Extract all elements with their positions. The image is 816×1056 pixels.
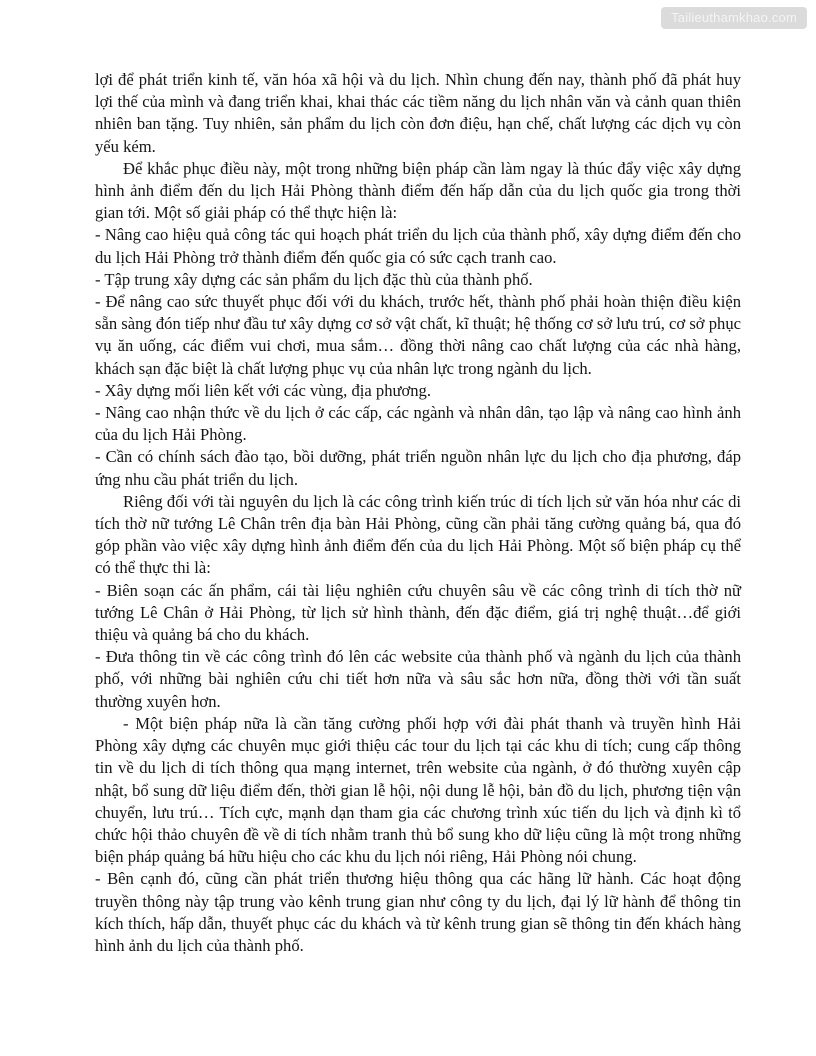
paragraph: - Để nâng cao sức thuyết phục đối với du khách, trước hết, thành phố phải hoàn thiện điều kiện sẵn sàng đón tiếp như đầu tư xây dựng cơ sở vật chất, kĩ thuật; hệ thống cơ sở lưu trú, cơ sở phục vụ ăn uống, các điểm vui chơi, mua sắm… đồng thời nâng cao chất lượng của các nhà hàng, khách sạn đặc biệt là chất lượng phục vụ của nhân lực trong ngành du lịch.	[95, 292, 741, 378]
paragraph: - Nâng cao nhận thức về du lịch ở các cấp, các ngành và nhân dân, tạo lập và nâng cao hình ảnh của du lịch Hải Phòng.	[95, 403, 741, 445]
paragraph: - Xây dựng mối liên kết với các vùng, địa phương.	[95, 380, 431, 400]
paragraph: Để khắc phục điều này, một trong những biện pháp cần làm ngay là thúc đẩy việc xây dựng hình ảnh điểm đến du lịch Hải Phòng thành điểm đến hấp dẫn của du lịch quốc gia trong thời gian tới. Một số giải pháp có thể thực hiện là:	[95, 158, 741, 223]
document-body	[95, 69, 741, 957]
watermark-label: Tailieuthamkhao.com	[661, 7, 807, 29]
paragraph: lợi để phát triển kinh tế, văn hóa xã hội và du lịch. Nhìn chung đến nay, thành phố đã phát huy lợi thế của mình và đang triển khai, khai thác các tiềm năng du lịch nhân văn và cảnh quan thiên nhiên ban tặng. Tuy nhiên, sản phẩm du lịch còn đơn điệu, hạn chế, chất lượng các dịch vụ còn yếu kém.	[95, 70, 741, 156]
paragraph: - Cần có chính sách đào tạo, bồi dưỡng, phát triển nguồn nhân lực du lịch cho địa phương, đáp ứng nhu cầu phát triển du lịch.	[95, 447, 741, 489]
paragraph: - Nâng cao hiệu quả công tác qui hoạch phát triển du lịch của thành phố, xây dựng điểm đến cho du lịch Hải Phòng trở thành điểm đến quốc gia có sức cạch tranh cao.	[95, 225, 741, 267]
paragraph: - Biên soạn các ấn phẩm, cái tài liệu nghiên cứu chuyên sâu về các công trình di tích thờ nữ tướng Lê Chân ở Hải Phòng, từ lịch sử hình thành, đến đặc điểm, giá trị nghệ thuật…để giới thiệu và quảng bá cho du khách.	[95, 580, 741, 645]
paragraph: - Đưa thông tin về các công trình đó lên các website của thành phố và ngành du lịch của thành phố, với những bài nghiên cứu chi tiết hơn nữa và sâu sắc hơn nữa, đồng thời với tần suất thường xuyên hơn.	[95, 647, 741, 711]
paragraph: - Tập trung xây dựng các sản phẩm du lịch đặc thù của thành phố.	[95, 269, 533, 289]
paragraph: Riêng đối với tài nguyên du lịch là các công trình kiến trúc di tích lịch sử văn hóa như các di tích thờ nữ tướng Lê Chân trên địa bàn Hải Phòng, cũng cần phải tăng cường quảng bá, qua đó góp phần vào việc xây dựng hình ảnh điểm đến của du lịch Hải Phòng. Một số biện pháp cụ thể có thể thực thi là:	[95, 491, 741, 578]
paragraph: - Một biện pháp nữa là cần tăng cường phối hợp với đài phát thanh và truyền hình Hải Phòng xây dựng các chuyên mục giới thiệu các tour du lịch tại các khu di tích; cung cấp thông tin về du lịch di tích thông qua mạng internet, trên website của ngành, ở đó thường xuyên cập nhật, bổ sung dữ liệu điểm đến, thời gian lễ hội, nội dung lễ hội, bản đồ du lịch, phương tiện vận chuyển, lưu trú… Tích cực, mạnh dạn tham gia các chương trình xúc tiến du lịch và định kì tổ chức hội thảo chuyên đề về di tích nhằm tranh thủ bổ sung kho dữ liệu cũng là một trong những biện pháp quảng bá hữu hiệu cho các khu du lịch nói riêng, Hải Phòng nói chung.	[95, 713, 741, 867]
paragraph: - Bên cạnh đó, cũng cần phát triển thương hiệu thông qua các hãng lữ hành. Các hoạt động truyền thông này tập trung vào kênh trung gian như công ty du lịch, đại lý lữ hành để thông tin kích thích, hấp dẫn, thuyết phục các du khách và từ kênh trung gian sẽ thông tin đến khách hàng hình ảnh du lịch của thành phố.	[95, 869, 741, 955]
